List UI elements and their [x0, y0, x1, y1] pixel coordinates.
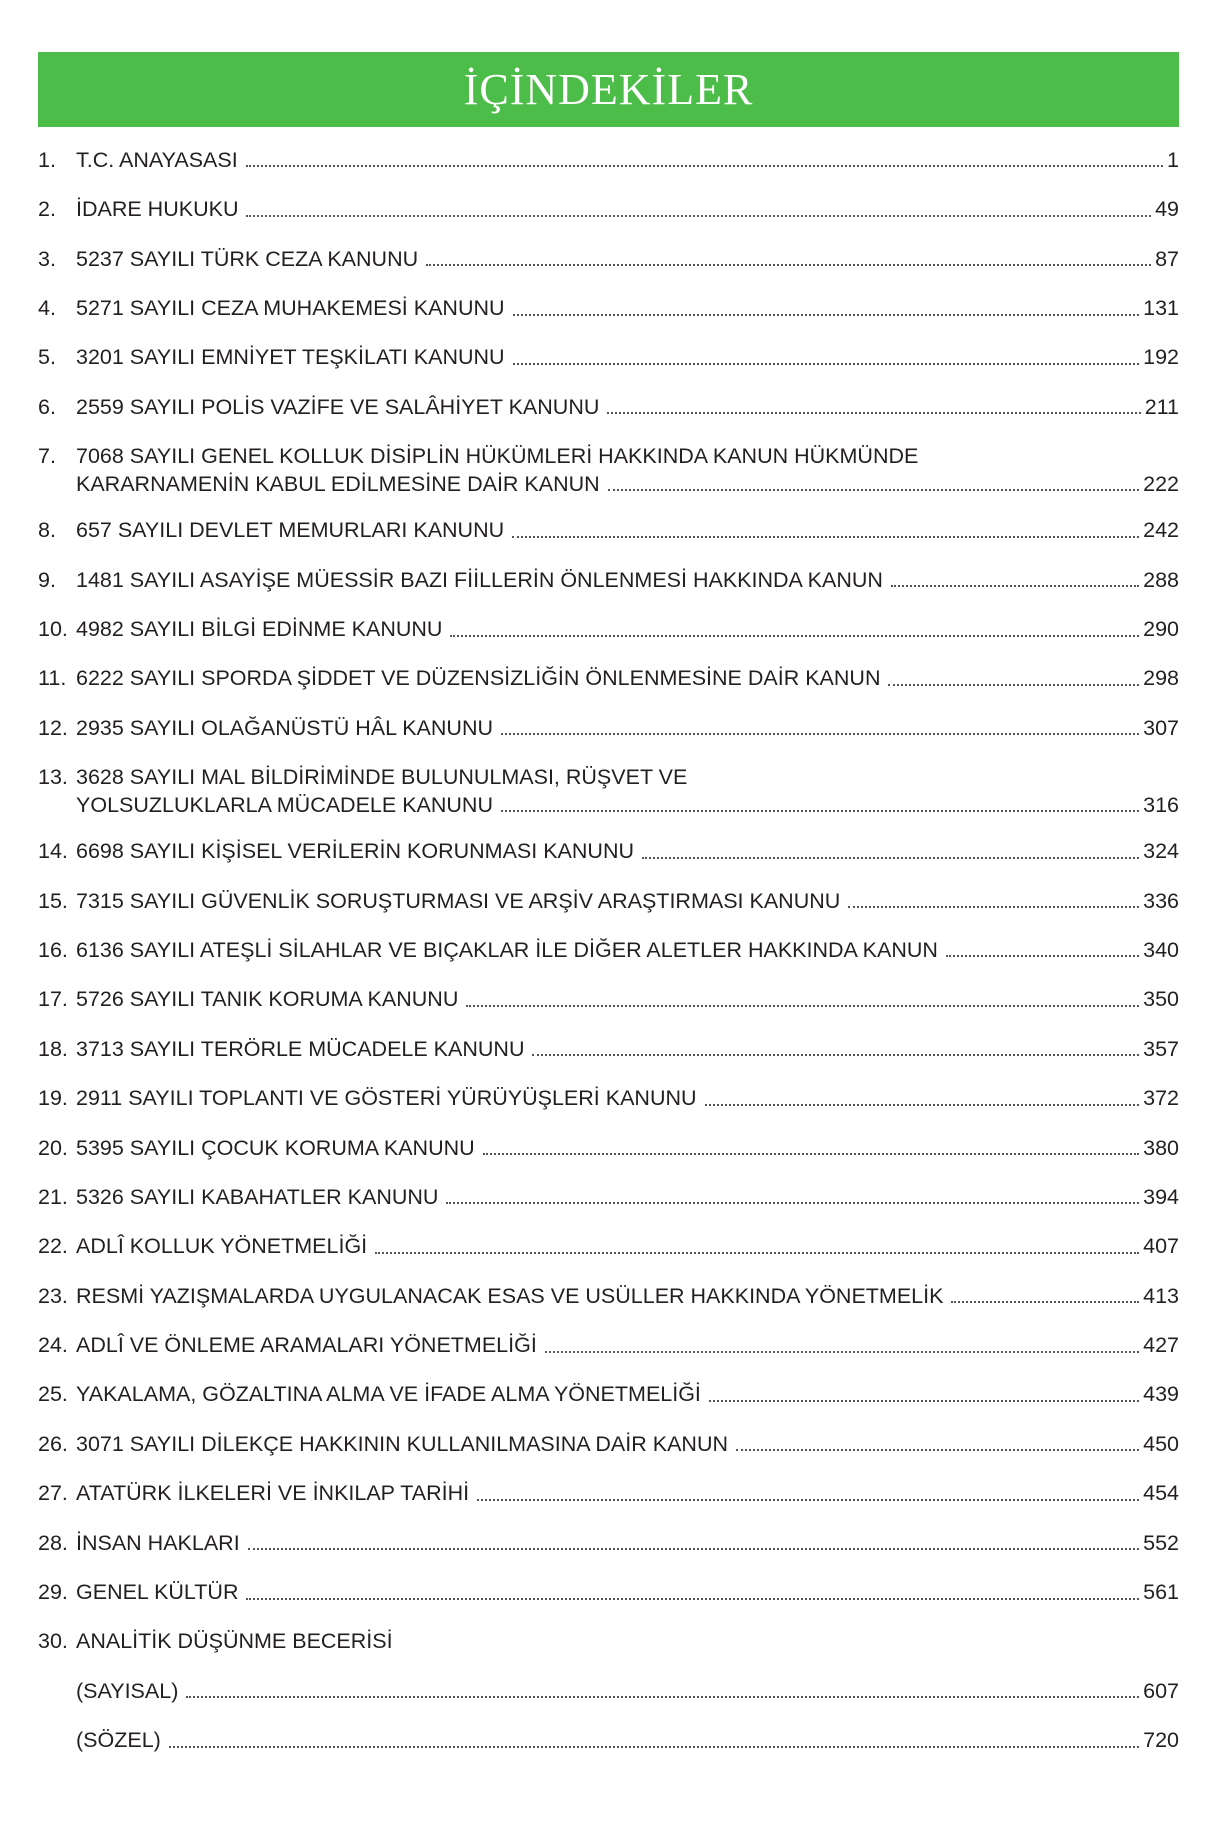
- toc-entry-label: İDARE HUKUKU: [76, 197, 239, 222]
- toc-entry-label: 2911 SAYILI TOPLANTI VE GÖSTERİ YÜRÜYÜŞLERİ KANUNU: [76, 1086, 697, 1111]
- toc-entry-label: 6698 SAYILI KİŞİSEL VERİLERİN KORUNMASI KANUNU: [76, 839, 634, 864]
- toc-entry-label: 3713 SAYILI TERÖRLE MÜCADELE KANUNU: [76, 1036, 525, 1061]
- toc-entry-page: 350: [1143, 987, 1179, 1012]
- toc-entry-number: 8.: [38, 518, 56, 543]
- toc-entry[interactable]: [38, 877, 1179, 926]
- dot-leader: [446, 1202, 1139, 1204]
- toc-entry-label-line1: 3628 SAYILI MAL BİLDİRİMİNDE BULUNULMASI, RÜŞVET VE: [76, 765, 688, 790]
- dot-leader: [705, 1104, 1140, 1106]
- toc-entry-page: 340: [1143, 937, 1179, 962]
- toc-entry-label: 5726 SAYILI TANIK KORUMA KANUNU: [76, 987, 459, 1012]
- toc-entry-page: 131: [1143, 296, 1179, 321]
- toc-entry[interactable]: [38, 1667, 1179, 1716]
- toc-entry[interactable]: [38, 1420, 1179, 1469]
- toc-entry-page: 450: [1143, 1431, 1179, 1456]
- toc-entry[interactable]: [38, 432, 1179, 506]
- toc-entry-number: 6.: [38, 394, 56, 419]
- toc-entry-label: 6136 SAYILI ATEŞLİ SİLAHLAR VE BIÇAKLAR İLE DİĞER ALETLER HAKKINDA KANUN: [76, 937, 938, 962]
- toc-entry[interactable]: [38, 975, 1179, 1024]
- toc-entry-page: 222: [1143, 471, 1179, 496]
- toc-entry[interactable]: [38, 753, 1179, 827]
- toc-entry-label: ATATÜRK İLKELERİ VE İNKILAP TARİHİ: [76, 1481, 470, 1506]
- toc-entry-page: 413: [1143, 1283, 1179, 1308]
- toc-entry-number: 26.: [38, 1431, 68, 1456]
- toc-entry-page: 288: [1143, 567, 1179, 592]
- toc-entry-label: 5237 SAYILI TÜRK CEZA KANUNU: [76, 246, 419, 271]
- dot-leader: [169, 1746, 1139, 1748]
- toc-entry-number: 18.: [38, 1036, 68, 1061]
- toc-entry-number: 23.: [38, 1283, 68, 1308]
- dot-leader: [607, 412, 1140, 414]
- toc-entry-label: ADLÎ KOLLUK YÖNETMELİĞİ: [76, 1234, 368, 1259]
- toc-entry-label: GENEL KÜLTÜR: [76, 1580, 239, 1605]
- toc-entry-page: 324: [1143, 839, 1179, 864]
- toc-entry-label: ANALİTİK DÜŞÜNME BECERİSİ: [76, 1629, 393, 1654]
- toc-entry-label: 3071 SAYILI DİLEKÇE HAKKININ KULLANILMASINA DAİR KANUN: [76, 1431, 729, 1456]
- dot-leader: [888, 684, 1139, 686]
- dot-leader: [246, 1598, 1139, 1600]
- toc-entry[interactable]: [38, 1469, 1179, 1518]
- toc-entry-page: 607: [1143, 1678, 1179, 1703]
- toc-entry[interactable]: [38, 284, 1179, 333]
- dot-leader: [248, 1548, 1139, 1550]
- toc-entry[interactable]: [38, 1025, 1179, 1074]
- toc-entry-label: 2559 SAYILI POLİS VAZİFE VE SALÂHİYET KANUNU: [76, 394, 600, 419]
- toc-entry[interactable]: [38, 334, 1179, 383]
- toc-entry-label: 5326 SAYILI KABAHATLER KANUNU: [76, 1184, 439, 1209]
- dot-leader: [951, 1301, 1139, 1303]
- toc-entry-label: (SAYISAL): [76, 1678, 179, 1703]
- toc-entry-page: 336: [1143, 888, 1179, 913]
- toc-entry-page: 720: [1143, 1728, 1179, 1753]
- toc-entry-label: YAKALAMA, GÖZALTINA ALMA VE İFADE ALMA YÖNETMELİĞİ: [76, 1382, 701, 1407]
- dot-leader: [426, 264, 1151, 266]
- toc-entry-page: 298: [1143, 666, 1179, 691]
- page-title: İÇİNDEKİLER: [463, 65, 754, 114]
- toc-entry-label: RESMİ YAZIŞMALARDA UYGULANACAK ESAS VE USÜLLER HAKKINDA YÖNETMELİK: [76, 1283, 944, 1308]
- toc-entry-number: 21.: [38, 1184, 68, 1209]
- toc-entry-page: 407: [1143, 1234, 1179, 1259]
- toc-entry-page: 290: [1143, 617, 1179, 642]
- dot-leader: [532, 1054, 1139, 1056]
- toc-entry[interactable]: [38, 506, 1179, 555]
- toc-entry[interactable]: [38, 1222, 1179, 1271]
- toc-entry-label: 3201 SAYILI EMNİYET TEŞKİLATI KANUNU: [76, 345, 505, 370]
- toc-entry[interactable]: [38, 1074, 1179, 1123]
- toc-entry-label: 4982 SAYILI BİLGİ EDİNME KANUNU: [76, 617, 443, 642]
- toc-entry-number: 9.: [38, 567, 56, 592]
- dot-leader: [891, 585, 1139, 587]
- toc-entry-page: 49: [1155, 197, 1179, 222]
- toc-entry-label: 7315 SAYILI GÜVENLİK SORUŞTURMASI VE ARŞİV ARAŞTIRMASI KANUNU: [76, 888, 841, 913]
- dot-leader: [466, 1005, 1139, 1007]
- toc-entry-number: 24.: [38, 1333, 68, 1358]
- toc-entry-number: 4.: [38, 296, 56, 321]
- toc-entry-number: 20.: [38, 1135, 68, 1160]
- toc-entry-number: 19.: [38, 1086, 68, 1111]
- toc-entry-number: 22.: [38, 1234, 68, 1259]
- toc-entry[interactable]: [38, 185, 1179, 234]
- toc-entry-page: 552: [1143, 1530, 1179, 1555]
- toc-entry[interactable]: [38, 1568, 1179, 1617]
- dot-leader: [513, 314, 1140, 316]
- toc-entry-label: 1481 SAYILI ASAYİŞE MÜESSİR BAZI FİİLLERİN ÖNLENMESİ HAKKINDA KANUN: [76, 567, 883, 592]
- toc-entry-page: 242: [1143, 518, 1179, 543]
- dot-leader: [483, 1153, 1139, 1155]
- toc-entry[interactable]: [38, 383, 1179, 432]
- toc-entry[interactable]: [38, 1716, 1179, 1765]
- toc-entry-number: 16.: [38, 937, 68, 962]
- toc-entry-page: 372: [1143, 1086, 1179, 1111]
- toc-entry[interactable]: [38, 605, 1179, 654]
- dot-leader: [501, 810, 1139, 812]
- dot-leader: [545, 1351, 1139, 1353]
- dot-leader: [848, 906, 1139, 908]
- toc-entry[interactable]: [38, 827, 1179, 876]
- toc-entry[interactable]: [38, 1371, 1179, 1420]
- toc-entry[interactable]: [38, 1321, 1179, 1370]
- toc-entry[interactable]: [38, 1618, 1179, 1667]
- dot-leader: [246, 165, 1163, 167]
- toc-entry-page: 380: [1143, 1135, 1179, 1160]
- dot-leader: [246, 215, 1151, 217]
- table-of-contents: [38, 136, 1179, 1766]
- toc-entry[interactable]: [38, 136, 1179, 185]
- toc-entry-number: 1.: [38, 147, 56, 172]
- title-banner: [38, 52, 1179, 127]
- toc-entry[interactable]: [38, 1173, 1179, 1222]
- toc-entry-number: 25.: [38, 1382, 68, 1407]
- toc-entry-page: 439: [1143, 1382, 1179, 1407]
- toc-entry-number: 30.: [38, 1629, 68, 1654]
- toc-entry-number: 17.: [38, 987, 68, 1012]
- dot-leader: [642, 857, 1139, 859]
- toc-entry-number: 10.: [38, 617, 68, 642]
- toc-entry-label: (SÖZEL): [76, 1728, 161, 1753]
- toc-entry-number: 29.: [38, 1580, 68, 1605]
- toc-entry-number: 3.: [38, 246, 56, 271]
- toc-entry-label: YOLSUZLUKLARLA MÜCADELE KANUNU: [76, 792, 493, 817]
- toc-entry-number: 11.: [38, 666, 67, 691]
- toc-entry-label: 2935 SAYILI OLAĞANÜSTÜ HÂL KANUNU: [76, 715, 494, 740]
- toc-entry-number: 5.: [38, 345, 56, 370]
- dot-leader: [477, 1499, 1139, 1501]
- toc-entry-number: 12.: [38, 715, 68, 740]
- toc-entry-label: T.C. ANAYASASI: [76, 147, 238, 172]
- dot-leader: [709, 1400, 1139, 1402]
- toc-entry-number: 7.: [38, 444, 56, 469]
- toc-entry-page: 357: [1143, 1036, 1179, 1061]
- toc-entry[interactable]: [38, 556, 1179, 605]
- toc-entry[interactable]: [38, 655, 1179, 704]
- dot-leader: [946, 955, 1139, 957]
- dot-leader: [450, 635, 1139, 637]
- toc-entry[interactable]: [38, 1519, 1179, 1568]
- dot-leader: [608, 489, 1139, 491]
- toc-entry-page: 211: [1144, 394, 1179, 419]
- toc-entry-page: 427: [1143, 1333, 1179, 1358]
- toc-entry-page: 1: [1167, 147, 1179, 172]
- toc-entry-label: 6222 SAYILI SPORDA ŞİDDET VE DÜZENSİZLİĞİN ÖNLENMESİNE DAİR KANUN: [76, 666, 881, 691]
- toc-entry-label: 657 SAYILI DEVLET MEMURLARI KANUNU: [76, 518, 505, 543]
- toc-entry-label: 5271 SAYILI CEZA MUHAKEMESİ KANUNU: [76, 296, 505, 321]
- toc-entry-page: 316: [1143, 792, 1179, 817]
- toc-entry-label: 5395 SAYILI ÇOCUK KORUMA KANUNU: [76, 1135, 475, 1160]
- toc-entry[interactable]: [38, 1124, 1179, 1173]
- toc-entry-label: İNSAN HAKLARI: [76, 1530, 240, 1555]
- dot-leader: [736, 1449, 1139, 1451]
- dot-leader: [512, 536, 1139, 538]
- dot-leader: [375, 1252, 1139, 1254]
- dot-leader: [186, 1696, 1139, 1698]
- dot-leader: [501, 733, 1139, 735]
- toc-entry[interactable]: [38, 1272, 1179, 1321]
- toc-entry[interactable]: [38, 926, 1179, 975]
- toc-entry-number: 15.: [38, 888, 68, 913]
- toc-entry-page: 192: [1143, 345, 1179, 370]
- toc-entry[interactable]: [38, 235, 1179, 284]
- toc-entry-page: 394: [1143, 1184, 1179, 1209]
- toc-entry-number: 14.: [38, 839, 68, 864]
- toc-entry-page: 454: [1143, 1481, 1179, 1506]
- toc-entry[interactable]: [38, 704, 1179, 753]
- toc-entry-number: 27.: [38, 1481, 68, 1506]
- toc-entry-number: 13.: [38, 765, 68, 790]
- toc-entry-page: 307: [1143, 715, 1179, 740]
- toc-entry-number: 28.: [38, 1530, 68, 1555]
- dot-leader: [513, 363, 1140, 365]
- toc-entry-label: KARARNAMENİN KABUL EDİLMESİNE DAİR KANUN: [76, 471, 600, 496]
- toc-entry-label-line1: 7068 SAYILI GENEL KOLLUK DİSİPLİN HÜKÜMLERİ HAKKINDA KANUN HÜKMÜNDE: [76, 444, 919, 469]
- toc-entry-page: 87: [1155, 246, 1179, 271]
- toc-entry-page: 561: [1143, 1580, 1179, 1605]
- toc-entry-number: 2.: [38, 197, 56, 222]
- toc-entry-label: ADLÎ VE ÖNLEME ARAMALARI YÖNETMELİĞİ: [76, 1333, 537, 1358]
